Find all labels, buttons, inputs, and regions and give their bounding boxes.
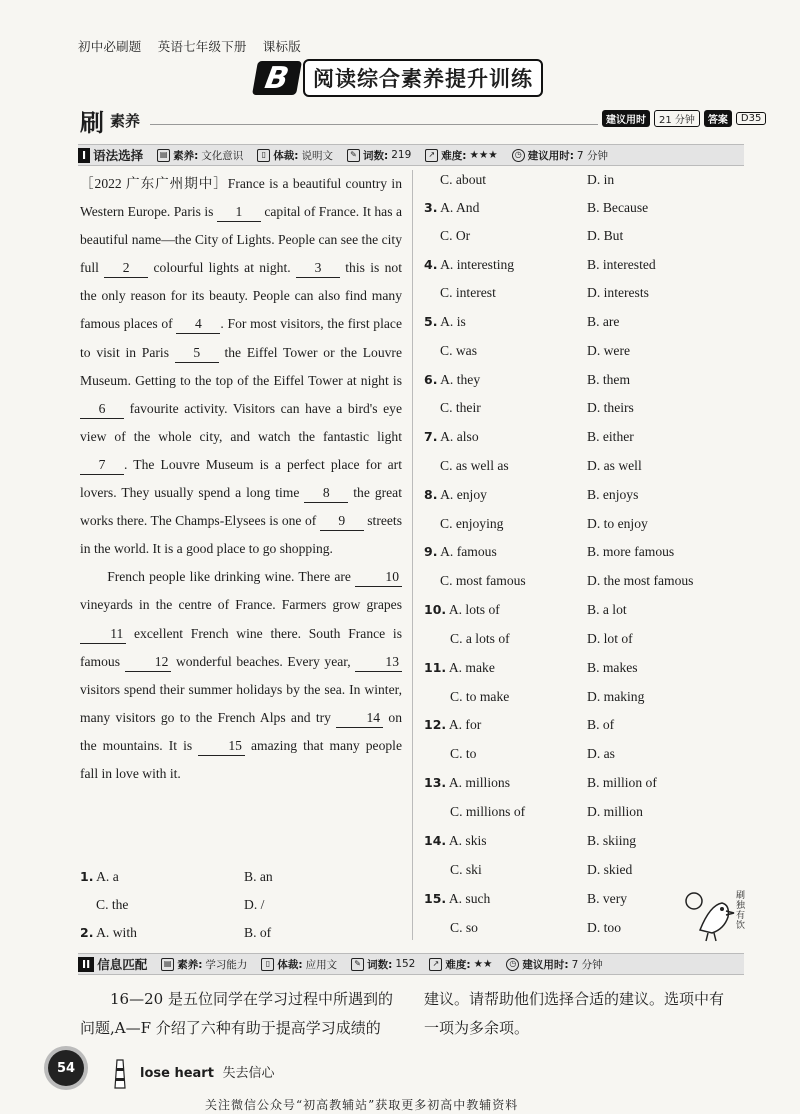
part1-cishu: ✎ 词数: 219 xyxy=(347,148,411,163)
blank-10: 10 xyxy=(355,568,402,587)
question-6-row-a: 6. A. they xyxy=(424,372,481,387)
question-1-option-c: C. the xyxy=(96,897,129,912)
blank-2: 2 xyxy=(104,259,148,278)
part1-time: ◷ 建议用时: 7 分钟 xyxy=(512,148,608,163)
question-13-option-d: D. million xyxy=(587,804,643,819)
question-8-option-d: D. to enjoy xyxy=(587,516,648,531)
question-6-option-d: D. theirs xyxy=(587,400,634,415)
part2-cishu: ✎ 词数: 152 xyxy=(351,957,415,972)
question-9-option-b: B. more famous xyxy=(587,544,675,559)
question-7-row-a: 7. A. also xyxy=(424,429,479,444)
question-13-option-b: B. million of xyxy=(587,775,657,790)
question-10-option-c: C. a lots of xyxy=(450,631,510,646)
part2-intro-right: 建议。请帮助他们选择合适的建议。选项中有 一项为多余项。 xyxy=(424,990,725,1037)
column-divider xyxy=(412,170,413,940)
bird-mascot-illustration xyxy=(680,885,750,950)
part2-intro-left: 16—20 是五位同学在学习过程中所遇到的 问题,A—F 介绍了六种有助于提高学习成绩的 xyxy=(80,990,393,1037)
chart-icon: ↗ xyxy=(425,149,438,162)
question-9-row-a: 9. A. famous xyxy=(424,544,497,559)
question-5-option-d: D. were xyxy=(587,343,631,358)
question-7-option-b: B. either xyxy=(587,429,634,444)
chart-icon: ↗ xyxy=(429,958,442,971)
edition-name: 课标版 xyxy=(262,39,301,54)
question-14-option-d: D. skied xyxy=(587,862,633,877)
question-11-option-c: C. to make xyxy=(450,689,510,704)
book-icon: ▤ xyxy=(161,958,174,971)
question-12-option-d: D. as xyxy=(587,746,615,761)
section-label: 素养 xyxy=(110,112,141,130)
blank-9: 9 xyxy=(320,512,364,531)
part2-suyang: ▤ 素养: 学习能力 xyxy=(161,957,247,972)
b-badge: B xyxy=(252,61,302,95)
part2-bar xyxy=(78,953,744,975)
shua-logo: 刷 xyxy=(80,109,104,137)
mascot-caption: 刷独有饮 xyxy=(736,891,746,931)
question-9-option-d: D. the most famous xyxy=(587,573,694,588)
blank-5: 5 xyxy=(175,344,219,363)
pen-icon: ✎ xyxy=(351,958,364,971)
question-2-option-c: C. about xyxy=(440,172,487,187)
question-10-row-a: 10. A. lots of xyxy=(424,602,500,617)
question-4-option-c: C. interest xyxy=(440,285,496,300)
question-4-row-a: 4. A. interesting xyxy=(424,257,515,272)
passage-paragraph-1: ［2022 广东广州期中］France is a beautiful country in Western Europe. Paris is 1 capital of France. It has a beautiful name—the City of Lights. People can see the city full 2 colourful lights at night. 3 this is not the only reason for its beauty. People can also find many famous places of 4 . For most visitors, the first place to visit in Paris 5 the Eiffel Tower or the Louvre Museum. Getting to the top of the Eiffel Tower at night is 6 favourite activity. Visitors can have a bird's eye view of the whole city, and watch the fantastic light 7 . The Louvre Museum is a perfect place for art lovers. They usually spend a long time 8 the great works there. The Champs-Elysees is one of 9 streets in the world. It is a good place to go shopping. xyxy=(80,176,402,557)
part2-nandu: ↗ 难度: ★★ xyxy=(429,957,492,972)
question-5-option-b: B. are xyxy=(587,314,620,329)
title-banner xyxy=(255,60,565,96)
question-14-row-a: 14. A. skis xyxy=(424,833,487,848)
question-8-option-b: B. enjoys xyxy=(587,487,639,502)
blank-12: 12 xyxy=(125,653,172,672)
question-2-row-a: 2. A. with xyxy=(80,925,137,940)
question-8-option-c: C. enjoying xyxy=(440,516,504,531)
question-3-option-d: D. But xyxy=(587,228,624,243)
page-title: 阅读综合素养提升训练 xyxy=(303,59,543,97)
blank-14: 14 xyxy=(336,709,383,728)
passage-paragraph-2: French people like drinking wine. There are 10 vineyards in the centre of France. Farmers grow grapes 11 excellent French wine there. South France is famous 12 wonderful beaches. Every year, 13 visitors spend their summer holidays by the sea. In winter, many visitors go to the French Alps and try 14 on the mountains. It is 15 amazing that many people fall in love with it. xyxy=(80,569,402,781)
question-15-row-a: 15. A. such xyxy=(424,891,491,906)
question-1-option-b: B. an xyxy=(244,869,273,884)
blank-15: 15 xyxy=(198,737,245,756)
question-15-option-b: B. very xyxy=(587,891,628,906)
blank-6: 6 xyxy=(80,400,124,419)
document-icon: ▯ xyxy=(261,958,274,971)
question-7-option-c: C. as well as xyxy=(440,458,509,473)
reading-passage xyxy=(80,170,402,788)
question-13-option-c: C. millions of xyxy=(450,804,526,819)
part2-time: ◷ 建议用时: 7 分钟 xyxy=(506,957,602,972)
answer-page: D35 xyxy=(736,112,766,125)
question-11-option-b: B. makes xyxy=(587,660,638,675)
part2-ticai: ▯ 体裁: 应用文 xyxy=(261,957,337,972)
part2-number: II xyxy=(78,957,94,972)
question-4-option-d: D. interests xyxy=(587,285,649,300)
question-3-row-a: 3. A. And xyxy=(424,200,480,215)
question-5-row-a: 5. A. is xyxy=(424,314,466,329)
blank-11: 11 xyxy=(80,625,126,644)
question-15-option-c: C. so xyxy=(450,920,478,935)
book-name: 英语七年级下册 xyxy=(157,39,247,54)
question-12-option-c: C. to xyxy=(450,746,477,761)
question-10-option-b: B. a lot xyxy=(587,602,627,617)
blank-1: 1 xyxy=(217,203,261,222)
answer-label: 答案 xyxy=(704,110,732,127)
question-6-option-b: B. them xyxy=(587,372,631,387)
part1-bar xyxy=(78,144,744,166)
footer-note: 关注微信公众号“初高教辅站”获取更多初高中教辅资料 xyxy=(205,1098,519,1112)
page-number: 54 xyxy=(48,1050,84,1086)
question-2-option-b: B. of xyxy=(244,925,272,940)
question-12-row-a: 12. A. for xyxy=(424,717,482,732)
book-header xyxy=(78,37,313,55)
question-10-option-d: D. lot of xyxy=(587,631,633,646)
question-9-option-c: C. most famous xyxy=(440,573,526,588)
question-11-option-d: D. making xyxy=(587,689,645,704)
question-1-row-a: 1. A. a xyxy=(80,869,119,884)
question-14-option-b: B. skiing xyxy=(587,833,637,848)
time-answer-box xyxy=(602,110,766,127)
suggested-time: 21 分钟 xyxy=(654,110,700,127)
part2-title: 信息匹配 xyxy=(97,957,148,972)
question-11-row-a: 11. A. make xyxy=(424,660,495,675)
blank-3: 3 xyxy=(296,259,340,278)
part1-suyang: ▤ 素养: 文化意识 xyxy=(157,148,243,163)
pen-icon: ✎ xyxy=(347,149,360,162)
question-6-option-c: C. their xyxy=(440,400,481,415)
question-5-option-c: C. was xyxy=(440,343,478,358)
question-13-row-a: 13. A. millions xyxy=(424,775,510,790)
question-7-option-d: D. as well xyxy=(587,458,642,473)
book-icon: ▤ xyxy=(157,149,170,162)
part1-ticai: ▯ 体裁: 说明文 xyxy=(257,148,333,163)
question-1-option-d: D. / xyxy=(244,897,265,912)
heading-rule xyxy=(150,124,598,125)
blank-13: 13 xyxy=(355,653,402,672)
part1-nandu: ↗ 难度: ★★★ xyxy=(425,148,497,163)
suggested-time-label: 建议用时 xyxy=(602,110,650,127)
question-15-option-d: D. too xyxy=(587,920,621,935)
document-icon: ▯ xyxy=(257,149,270,162)
blank-8: 8 xyxy=(304,484,348,503)
part1-number: I xyxy=(78,148,90,163)
footer-phrase: lose heart 失去信心 xyxy=(140,1066,275,1081)
question-14-option-c: C. ski xyxy=(450,862,482,877)
blank-7: 7 xyxy=(80,456,124,475)
question-8-row-a: 8. A. enjoy xyxy=(424,487,487,502)
question-2-option-d: D. in xyxy=(587,172,615,187)
series-name: 初中必刷题 xyxy=(78,39,142,54)
question-12-option-b: B. of xyxy=(587,717,615,732)
question-4-option-b: B. interested xyxy=(587,257,656,272)
clock-icon: ◷ xyxy=(512,149,525,162)
question-3-option-b: B. Because xyxy=(587,200,649,215)
blank-4: 4 xyxy=(176,315,220,334)
question-3-option-c: C. Or xyxy=(440,228,471,243)
clock-icon: ◷ xyxy=(506,958,519,971)
lighthouse-icon xyxy=(110,1056,130,1097)
part1-title: 语法选择 xyxy=(93,148,144,163)
